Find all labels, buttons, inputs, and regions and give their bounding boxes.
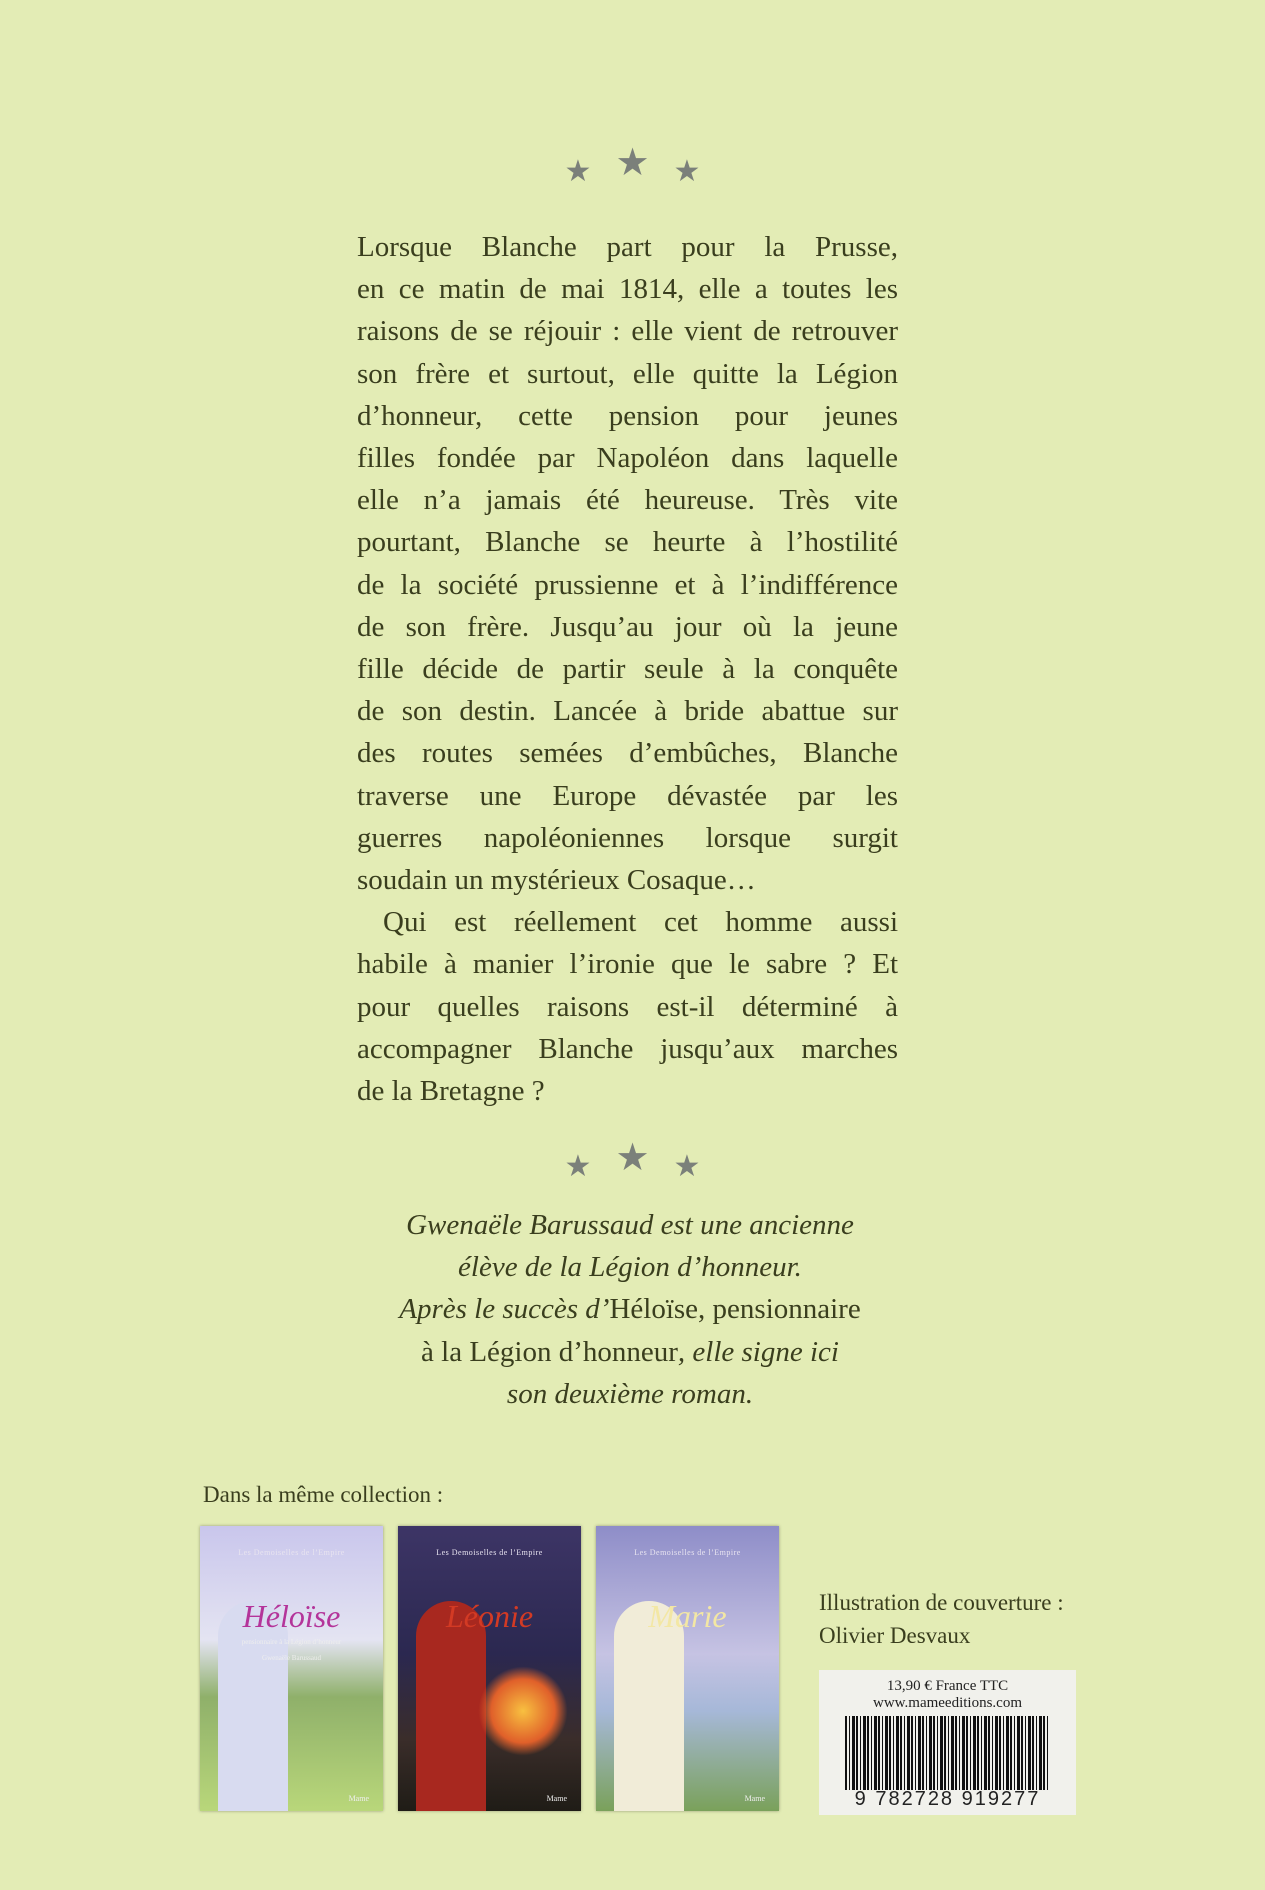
- bio-line: Après le succès d’: [399, 1293, 610, 1326]
- summary-line: filles fondée par Napoléon dans laquelle: [357, 442, 898, 475]
- summary-line: pourtant, Blanche se heurte à l’hostilité: [357, 526, 898, 559]
- summary-line: Qui est réellement cet homme aussi: [383, 906, 898, 939]
- book-cover-leonie: [398, 1526, 581, 1811]
- cover-publisher: Mame: [546, 1794, 567, 1803]
- cover-series: Les Demoiselles de l’Empire: [634, 1548, 741, 1557]
- star-ornament-top: [0, 142, 1265, 191]
- cover-subtitle: pensionnaire à la Légion d’honneur: [241, 1638, 342, 1646]
- star-icon: ★: [564, 1150, 592, 1183]
- book-cover-heloise: [200, 1526, 383, 1811]
- bio-line: élève de la Légion d’honneur.: [458, 1251, 802, 1284]
- cover-publisher: Mame: [744, 1794, 765, 1803]
- summary-line: son frère et surtout, elle quitte la Légion: [357, 357, 898, 390]
- summary-line: pour quelles raisons est-il déterminé à: [357, 990, 898, 1023]
- book-cover-marie: [596, 1526, 779, 1811]
- cover-series: Les Demoiselles de l’Empire: [238, 1548, 345, 1557]
- summary-line: soudain un mystérieux Cosaque…: [357, 864, 756, 897]
- summary-line: en ce matin de mai 1814, elle a toutes les: [357, 273, 898, 306]
- cover-title: Marie: [648, 1598, 727, 1634]
- isbn: 9 782728 919277: [854, 1788, 1041, 1810]
- bio-line: son deuxième roman.: [506, 1377, 754, 1410]
- author-bio: [300, 1204, 960, 1415]
- website: www.mameeditions.com: [873, 1695, 1022, 1711]
- cover-series: Les Demoiselles de l’Empire: [436, 1548, 543, 1557]
- collection-label: Dans la même collection :: [203, 1482, 444, 1507]
- price: 13,90 € France TTC: [886, 1678, 1009, 1694]
- summary-line: de son destin. Lancée à bride abattue sur: [357, 695, 898, 728]
- summary-line: de la Bretagne ?: [357, 1075, 545, 1108]
- summary-line: traverse une Europe dévastée par les: [357, 779, 898, 812]
- summary-line: guerres napoléoniennes lorsque surgit: [357, 821, 898, 854]
- barcode: [845, 1716, 1050, 1790]
- cover-title: Héloïse: [242, 1598, 341, 1634]
- price-box: [819, 1670, 1076, 1815]
- illustration-credit: [819, 1586, 1064, 1652]
- cover-author: Gwenaële Barussaud: [262, 1654, 321, 1662]
- summary-line: elle n’a jamais été heureuse. Très vite: [357, 484, 898, 517]
- summary-line: raisons de se réjouir : elle vient de retrouver: [357, 315, 898, 348]
- star-ornament-bottom: [0, 1137, 1265, 1186]
- summary-text: [357, 226, 898, 1112]
- cover-title: Léonie: [445, 1598, 534, 1634]
- summary-line: habile à manier l’ironie que le sabre ? Et: [357, 948, 898, 981]
- summary-line: d’honneur, cette pension pour jeunes: [357, 399, 898, 432]
- summary-line: de son frère. Jusqu’au jour où la jeune: [357, 610, 898, 643]
- bio-line: , elle signe ici: [677, 1335, 839, 1368]
- summary-line: fille décide de partir seule à la conquête: [357, 653, 898, 686]
- star-icon: ★: [673, 155, 701, 188]
- star-icon: ★: [673, 1150, 701, 1183]
- bio-line: Héloïse, pensionnaire: [609, 1293, 861, 1326]
- summary-line: des routes semées d’embûches, Blanche: [357, 737, 898, 770]
- summary-line: accompagner Blanche jusqu’aux marches: [357, 1032, 898, 1065]
- star-icon: ★: [615, 1137, 650, 1179]
- star-icon: ★: [564, 155, 592, 188]
- credit-name: Olivier Desvaux: [819, 1623, 971, 1648]
- summary-line: Lorsque Blanche part pour la Prusse,: [357, 231, 898, 263]
- summary-line: de la société prussienne et à l’indifférence: [357, 568, 898, 601]
- star-icon: ★: [615, 142, 650, 184]
- credit-label: Illustration de couverture :: [819, 1590, 1064, 1615]
- bio-line: Gwenaële Barussaud est une ancienne: [406, 1209, 854, 1241]
- cover-publisher: Mame: [348, 1794, 369, 1803]
- bio-line: à la Légion d’honneur: [421, 1335, 678, 1368]
